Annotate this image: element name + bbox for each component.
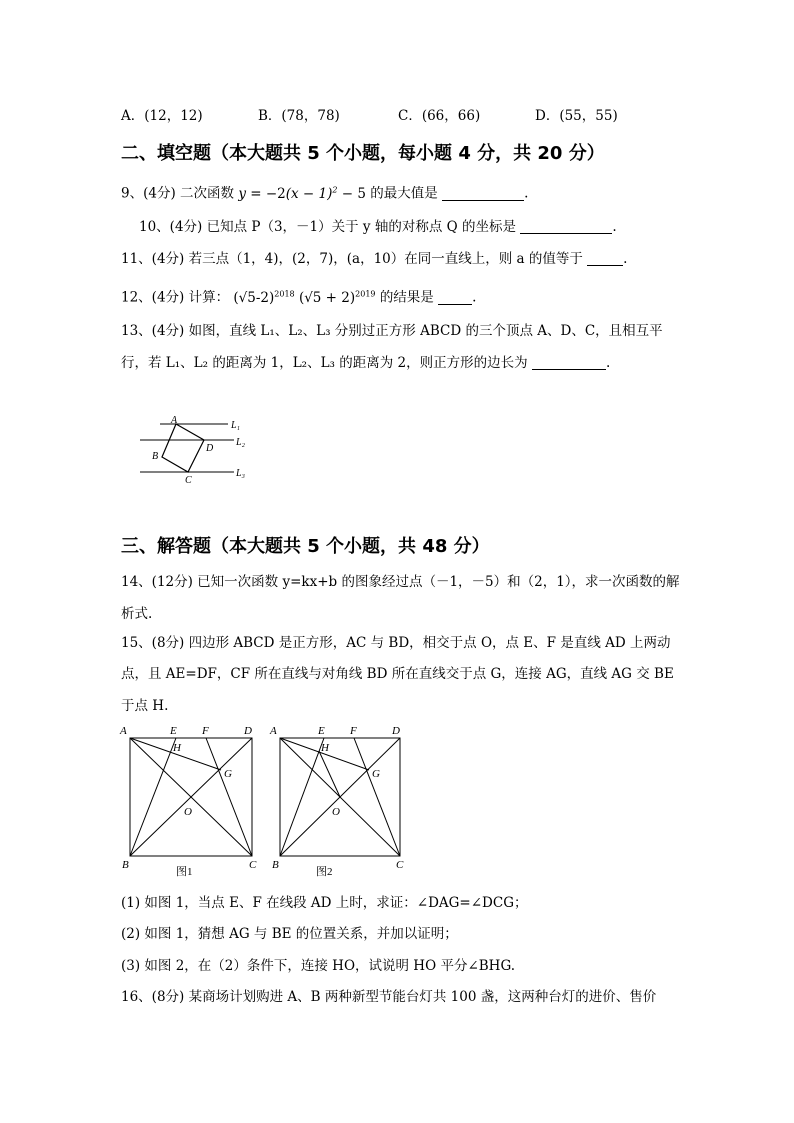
q12-exp1: 2018 bbox=[274, 289, 295, 298]
q10-end: . bbox=[612, 219, 617, 235]
fig1-label-f: F bbox=[202, 725, 209, 737]
option-a: A．(12，12) bbox=[121, 108, 203, 124]
question-14-line-2: 析式. bbox=[121, 606, 153, 622]
fig2-label-b: B bbox=[272, 859, 279, 871]
fig2-label-g: G bbox=[372, 768, 380, 780]
option-b: B．(78，78) bbox=[258, 108, 340, 124]
q12-end: . bbox=[472, 289, 477, 306]
q12-prefix: 12、(4分) 计算： bbox=[121, 289, 230, 306]
seg-be bbox=[130, 738, 176, 856]
q12-base1: (√5-2) bbox=[233, 289, 275, 306]
option-d: D．(55，55) bbox=[535, 108, 618, 124]
question-13-line-1: 13、(4分) 如图，直线 L₁、L₂、L₃ 分别过正方形 ABCD 的三个顶点 A、D、C，且相互平 bbox=[121, 323, 663, 339]
q9-answer-blank[interactable] bbox=[442, 186, 524, 201]
q13-answer-blank[interactable] bbox=[532, 355, 606, 370]
fig1-label-o: O bbox=[184, 806, 192, 818]
q15-figure-2 bbox=[268, 720, 413, 880]
question-15-sub-1: (1) 如图 1，当点 E、F 在线段 AD 上时，求证：∠DAG=∠DCG； bbox=[121, 895, 528, 911]
question-15-line-2: 点，且 AE=DF，CF 所在直线与对角线 BD 所在直线交于点 G，连接 AG，直线 AG 交 BE bbox=[121, 666, 674, 682]
square-abcd bbox=[162, 424, 204, 472]
question-9 bbox=[121, 181, 528, 203]
fig2-caption: 图2 bbox=[316, 866, 333, 878]
q9-formula-sup: 2 bbox=[332, 185, 338, 194]
q11-answer-blank[interactable] bbox=[587, 251, 623, 266]
fig1-label-g: G bbox=[224, 768, 232, 780]
fig1-label-b: B bbox=[122, 859, 129, 871]
fig1-label-d: D bbox=[244, 725, 252, 737]
question-15-line-3: 于点 H. bbox=[121, 698, 169, 714]
q9-formula-inner: (x − 1) bbox=[285, 185, 333, 202]
question-15-sub-3: (3) 如图 2，在（2）条件下，连接 HO，试说明 HO 平分∠BHG. bbox=[121, 958, 516, 974]
fig1-label-h: H bbox=[173, 742, 181, 754]
fig2-label-e: E bbox=[318, 725, 325, 737]
q12-answer-blank[interactable] bbox=[438, 290, 472, 305]
q9-formula-tail: − 5 bbox=[337, 185, 366, 202]
q9-suffix: 的最大值是 bbox=[370, 185, 438, 202]
q12-base2: (√5 + 2) bbox=[298, 289, 356, 306]
fig1-label-c: C bbox=[249, 859, 257, 871]
q13-figure bbox=[138, 410, 258, 490]
label-a: A bbox=[171, 415, 178, 426]
label-b: B bbox=[152, 451, 159, 462]
label-c: C bbox=[185, 475, 192, 486]
seg-cf bbox=[206, 738, 252, 856]
fig1-label-e: E bbox=[170, 725, 177, 737]
label-d: D bbox=[206, 443, 214, 454]
q10-answer-blank[interactable] bbox=[520, 219, 612, 234]
question-14-line-1: 14、(12分) 已知一次函数 y=kx+b 的图象经过点（－1，－5）和（2，1），求一次函数的解 bbox=[121, 574, 680, 590]
question-10 bbox=[139, 218, 617, 236]
question-11 bbox=[121, 250, 627, 268]
q11-text: 11、(4分) 若三点（1，4)，(2，7)，(a，10）在同一直线上，则 a 的值等于 bbox=[121, 251, 583, 267]
q12-suffix: 的结果是 bbox=[379, 289, 434, 306]
question-16-line-1: 16、(8分) 某商场计划购进 A、B 两种新型节能台灯共 100 盏，这两种台灯的进价、售价 bbox=[121, 989, 657, 1005]
fig2-seg-ho bbox=[319, 751, 340, 797]
q9-end: . bbox=[524, 185, 529, 202]
fig2-label-a: A bbox=[270, 725, 277, 737]
fig2-label-h: H bbox=[321, 742, 329, 754]
fig2-label-o: O bbox=[332, 806, 340, 818]
label-l2: L₂ bbox=[236, 437, 246, 448]
fig2-label-d: D bbox=[392, 725, 400, 737]
q9-formula-eq: = −2 bbox=[250, 185, 286, 202]
question-15-sub-2: (2) 如图 1，猜想 AG 与 BE 的位置关系，并加以证明； bbox=[121, 926, 458, 942]
q9-prefix: 9、(4分) 二次函数 bbox=[121, 185, 235, 202]
q15-figure-1 bbox=[118, 720, 263, 880]
fig2-label-c: C bbox=[396, 859, 404, 871]
section-heading-solutions: 三、解答题（本大题共 5 个小题，共 48 分） bbox=[121, 536, 490, 557]
q13-line2-text: 行，若 L₁、L₂ 的距离为 1，L₂、L₃ 的距离为 2，则正方形的边长为 bbox=[121, 355, 528, 371]
q10-text: 10、(4分) 已知点 P（3，－1）关于 y 轴的对称点 Q 的坐标是 bbox=[139, 219, 517, 235]
section-heading-fill-in: 二、填空题（本大题共 5 个小题，每小题 4 分，共 20 分） bbox=[121, 143, 605, 164]
fig1-caption: 图1 bbox=[176, 866, 193, 878]
label-l3: L₃ bbox=[236, 468, 246, 479]
fig1-label-a: A bbox=[120, 725, 127, 737]
label-l1: L₁ bbox=[231, 420, 241, 431]
question-15-line-1: 15、(8分) 四边形 ABCD 是正方形，AC 与 BD，相交于点 O，点 E、F 是直线 AD 上两动 bbox=[121, 635, 671, 651]
q12-exp2: 2019 bbox=[355, 289, 376, 298]
q12-formula bbox=[233, 290, 379, 306]
q13-end: . bbox=[605, 355, 611, 371]
option-c: C．(66，66) bbox=[398, 108, 481, 124]
fig2-label-f: F bbox=[350, 725, 357, 737]
q9-formula-y: y bbox=[238, 185, 246, 202]
fig2-seg-be bbox=[280, 738, 324, 856]
question-12 bbox=[121, 285, 476, 307]
q9-formula bbox=[238, 186, 370, 202]
q11-end: . bbox=[623, 251, 628, 267]
fig2-seg-cf bbox=[354, 738, 400, 856]
question-13-line-2 bbox=[121, 354, 610, 372]
